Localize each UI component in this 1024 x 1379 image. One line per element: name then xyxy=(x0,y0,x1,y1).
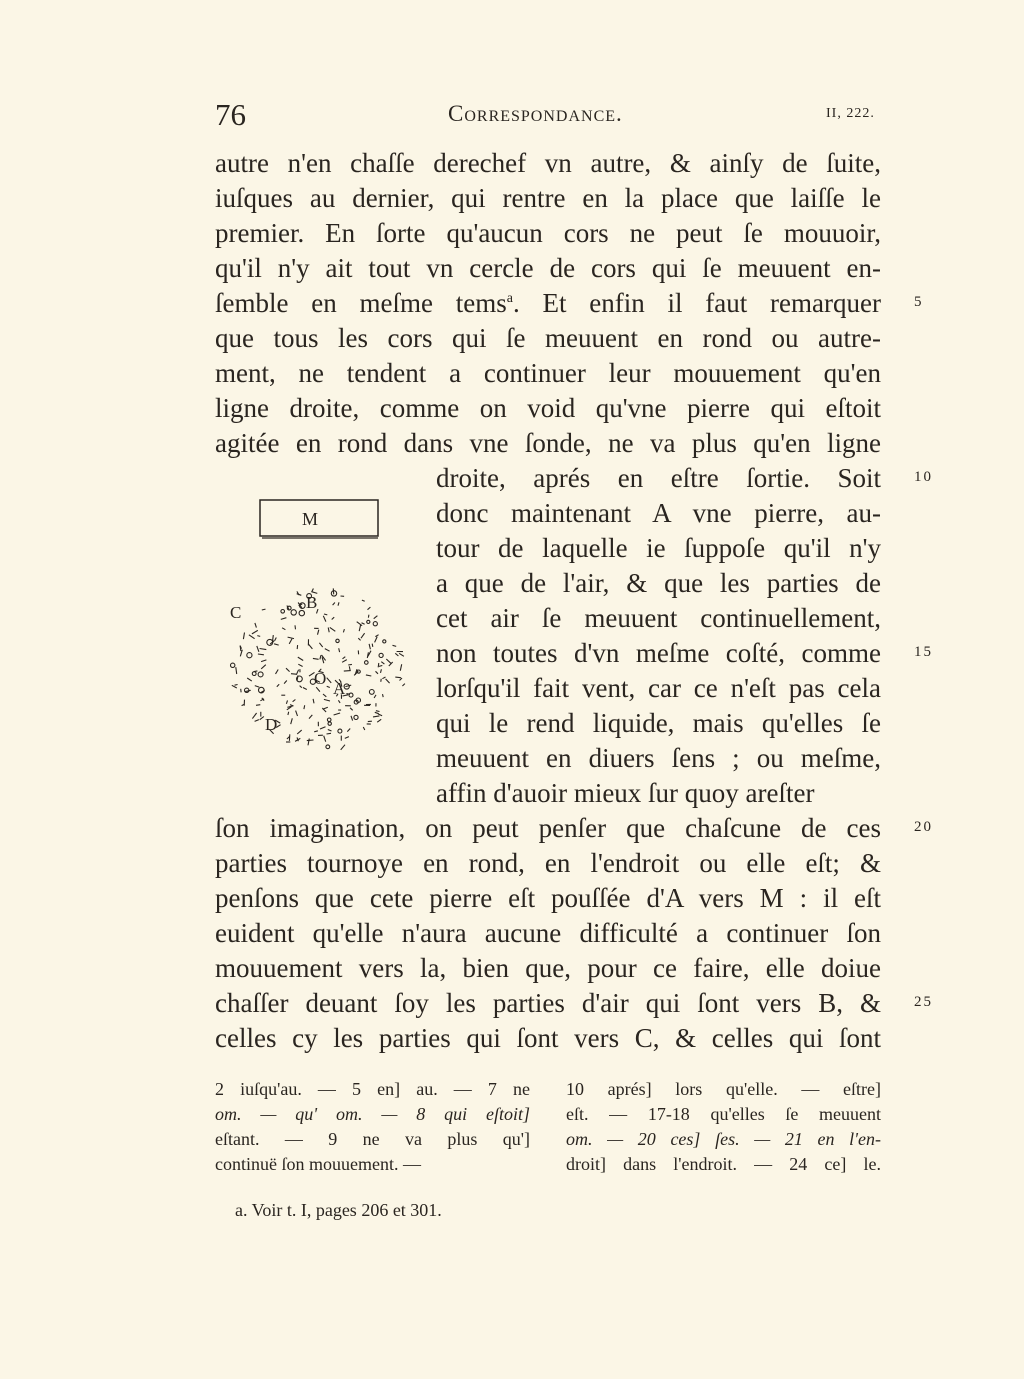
text-line: ſon imagination, on peut penſer que chaſcune de ces xyxy=(215,813,881,843)
text-line: celles cy les parties qui ſont vers C, & celles qui ſont xyxy=(215,1023,881,1053)
particle-stroke xyxy=(262,609,266,610)
particle-stroke xyxy=(275,638,277,641)
particle-stroke xyxy=(261,660,266,662)
particle-stroke xyxy=(400,664,401,671)
particle-stroke xyxy=(379,666,382,667)
variant-line: eſtant. — 9 ne va plus qu'] xyxy=(215,1129,530,1149)
particle-stroke xyxy=(334,713,341,715)
figure-label-c: C xyxy=(230,603,242,622)
figure-label-o: O xyxy=(314,669,327,688)
particle-stroke xyxy=(339,648,340,652)
particle-stroke xyxy=(296,670,298,675)
particle-stroke xyxy=(328,730,332,732)
particle-stroke xyxy=(308,739,309,746)
particle-stroke xyxy=(282,628,285,630)
page-number: 76 xyxy=(215,97,246,132)
particle-stroke xyxy=(402,684,405,686)
particle-stroke xyxy=(256,705,260,706)
particle-stroke xyxy=(255,720,259,722)
text-line: euident qu'elle n'aura aucune difficulté a continuer ſon xyxy=(215,918,881,948)
particle-stroke xyxy=(348,664,352,665)
particle-stroke xyxy=(323,616,326,622)
particle-stroke xyxy=(361,633,365,638)
particle-stroke xyxy=(369,644,370,649)
line-number: 20 xyxy=(914,819,933,835)
particle-stroke xyxy=(341,745,345,750)
text-segment: ſemble en meſme tems xyxy=(215,288,507,318)
particle-stroke xyxy=(378,663,379,667)
particle-stroke xyxy=(358,638,360,640)
particle-stroke xyxy=(343,629,344,632)
figure-label-b: B xyxy=(306,593,318,612)
particle-stroke xyxy=(336,639,339,642)
text-line: agitée en rond dans vne ſonde, ne va plus qu'en ligne xyxy=(215,428,881,458)
particle-stroke xyxy=(260,649,267,650)
particle-stroke xyxy=(327,718,331,722)
text-line: non toutes d'vn meſme coſté, comme xyxy=(436,638,881,668)
particle-stroke xyxy=(367,620,370,623)
particle-stroke xyxy=(324,699,330,701)
particle-stroke xyxy=(298,664,302,666)
particle-stroke xyxy=(290,705,294,706)
particle-stroke xyxy=(293,700,296,702)
particle-stroke xyxy=(350,708,353,711)
particle-stroke xyxy=(363,727,365,730)
particle-stroke xyxy=(374,616,378,619)
particle-stroke xyxy=(399,653,404,656)
particle-stroke xyxy=(327,733,332,734)
particle-stroke xyxy=(281,618,287,620)
particle-stroke xyxy=(243,633,244,640)
particle-stroke xyxy=(323,694,326,697)
particle-stroke xyxy=(296,711,298,716)
particle-stroke xyxy=(338,602,339,605)
line-number: 15 xyxy=(914,644,933,660)
particle-stroke xyxy=(366,675,371,676)
particle-stroke xyxy=(326,745,330,749)
particle-stroke xyxy=(313,699,314,703)
particle-stroke xyxy=(345,685,351,687)
particle-stroke xyxy=(386,679,390,683)
running-title: Correspondance. xyxy=(448,101,623,126)
particle-stroke xyxy=(289,639,292,644)
particle-stroke xyxy=(354,715,358,719)
particle-stroke xyxy=(291,674,296,675)
text-line: autre n'en chaſſe derechef vn autre, & ainſy de ſuite, xyxy=(215,148,881,178)
particle-stroke xyxy=(393,645,397,646)
particle-stroke xyxy=(375,712,379,713)
particle-stroke xyxy=(291,718,293,724)
particle-stroke xyxy=(314,731,318,732)
variant-text: om. — 20 ces] ſes. — 21 en l'en- xyxy=(566,1129,881,1149)
text-line: ligne droite, comme on void qu'vne pierre qui eſtoit xyxy=(215,393,881,423)
particle-stroke xyxy=(284,681,287,684)
particle-stroke xyxy=(357,670,360,673)
text-line: qu'il n'y ait tout vn cercle de cors qui ſe meuuent en- xyxy=(215,253,881,283)
particle-stroke xyxy=(307,740,314,741)
particle-stroke xyxy=(383,640,386,643)
particle-stroke xyxy=(288,712,289,715)
variant-line: droit] dans l'endroit. — 24 ce] le. xyxy=(566,1154,881,1174)
particle-stroke xyxy=(365,661,369,665)
particle-stroke xyxy=(273,635,274,642)
particle-stroke xyxy=(286,700,287,703)
particle-stroke xyxy=(254,671,257,672)
particle-stroke xyxy=(291,610,296,615)
particle-stroke xyxy=(304,705,305,709)
particle-stroke xyxy=(332,617,335,619)
text-line: chaſſer deuant ſoy les parties d'air qui ſont vers B, & xyxy=(215,988,881,1018)
particle-stroke xyxy=(368,607,371,610)
text-line: lorſqu'il fait vent, car ce n'eſt pas cela xyxy=(436,673,881,703)
particle-stroke xyxy=(252,713,256,719)
particle-stroke xyxy=(247,653,252,658)
text-line: penſons que cete pierre eſt pouſſée d'A vers M : il eſt xyxy=(215,883,881,913)
particle-stroke xyxy=(369,690,374,695)
particle-stroke xyxy=(231,663,235,667)
footnote: a. Voir t. I, pages 206 et 301. xyxy=(235,1200,442,1220)
particle-stroke xyxy=(295,625,296,629)
line-number: 5 xyxy=(914,294,924,310)
particle-stroke xyxy=(328,628,329,633)
particle-stroke xyxy=(374,695,376,698)
text-line: tour de laquelle ie ſuppoſe qu'il n'y xyxy=(436,533,881,563)
particle-stroke xyxy=(377,719,381,722)
particle-stroke xyxy=(309,715,312,719)
particle-stroke xyxy=(327,678,332,683)
text-line: premier. En ſorte qu'aucun cors ne peut ſe mouuoir, xyxy=(215,218,881,248)
text-line: cet air ſe meuuent continuellement, xyxy=(436,603,881,633)
particle-stroke xyxy=(333,603,335,606)
particle-stroke xyxy=(320,727,326,729)
particle-stroke xyxy=(323,707,328,709)
particle-stroke xyxy=(274,644,279,645)
figure-label-a: A xyxy=(333,679,346,698)
text-line: donc maintenant A vne pierre, au- xyxy=(436,498,881,528)
particle-stroke xyxy=(351,716,353,721)
particle-stroke xyxy=(297,594,302,596)
particle-stroke xyxy=(299,610,304,615)
particle-stroke xyxy=(232,685,237,688)
particle-stroke xyxy=(381,669,382,673)
particle-stroke xyxy=(252,672,256,676)
text-line: mouuement vers la, bien que, pour ce faire, elle doiue xyxy=(215,953,881,983)
text-line: ment, ne tendent a continuer leur mouuement qu'en xyxy=(215,358,881,388)
line-number: 25 xyxy=(914,994,933,1010)
particle-stroke xyxy=(338,700,340,703)
particle-stroke xyxy=(349,693,353,697)
particle-stroke xyxy=(255,623,257,628)
particle-stroke xyxy=(257,636,260,637)
text-line: droite, aprés en eſtre ſortie. Soit xyxy=(436,463,881,493)
particle-stroke xyxy=(288,637,294,639)
particle-stroke xyxy=(319,643,322,647)
particle-stroke xyxy=(298,657,303,660)
particle-stroke xyxy=(376,671,379,674)
particle-stroke xyxy=(345,737,349,739)
air-particles-figure xyxy=(220,490,420,780)
target-box xyxy=(260,500,378,536)
particle-stroke xyxy=(236,667,237,674)
particle-stroke xyxy=(281,610,285,614)
text-line: meuuent en diuers ſens ; ou meſme, xyxy=(436,743,881,773)
particle-stroke xyxy=(249,635,255,639)
particle-stroke xyxy=(235,685,238,686)
variant-line: continuë ſon mouuement. — xyxy=(215,1154,421,1174)
particle-stroke xyxy=(297,730,302,734)
text-line: affin d'auoir mieux ſur quoy areſter xyxy=(436,778,815,808)
particle-stroke xyxy=(379,653,383,657)
figure-label-d: D xyxy=(265,715,278,734)
particle-stroke xyxy=(276,670,279,674)
particle-stroke xyxy=(327,686,330,687)
particle-stroke xyxy=(328,722,331,725)
text-line: que tous les cors qui ſe meuuent en rond ou autre- xyxy=(215,323,881,353)
particle-stroke xyxy=(320,655,321,659)
particle-stroke xyxy=(376,711,380,712)
text-line: a que de l'air, & que les parties de xyxy=(436,568,881,598)
particle-stroke xyxy=(286,668,290,671)
particle-stroke xyxy=(257,646,259,652)
text-line: parties tournoye en rond, en l'endroit ou elle eſt; & xyxy=(215,848,881,878)
particle-stroke xyxy=(362,600,365,601)
footnote-marker: a xyxy=(506,291,513,306)
particle-stroke xyxy=(338,729,342,733)
running-reference: II, 222. xyxy=(826,106,875,121)
particle-stroke xyxy=(368,615,369,618)
particle-stroke xyxy=(373,716,379,717)
text-line: iuſques au dernier, qui rentre en la place que laiſſe le xyxy=(215,183,881,213)
particle-stroke xyxy=(382,677,385,679)
line-number: 10 xyxy=(914,469,933,485)
particle-stroke xyxy=(277,684,279,687)
particle-stroke xyxy=(344,671,351,672)
particle-stroke xyxy=(395,677,401,678)
particle-stroke xyxy=(357,622,362,626)
particle-stroke xyxy=(343,657,346,659)
particle-stroke xyxy=(318,630,319,635)
particle-stroke xyxy=(375,637,378,643)
particle-stroke xyxy=(324,736,326,742)
particle-stroke xyxy=(362,623,365,625)
variant-line: 2 iuſqu'au. — 5 en] au. — 7 ne xyxy=(215,1079,530,1099)
variant-line xyxy=(215,1102,530,1127)
particle-stroke xyxy=(381,662,384,664)
particle-stroke xyxy=(303,688,307,690)
variant-line: 10 aprés] lors qu'elle. — eſtre] xyxy=(566,1079,881,1099)
particle-stroke xyxy=(359,625,361,632)
particle-stroke xyxy=(386,659,391,664)
particle-stroke xyxy=(347,729,350,732)
particle-stroke xyxy=(395,653,398,656)
particle-stroke xyxy=(373,622,377,626)
particle-stroke xyxy=(383,694,384,697)
particle-stroke xyxy=(330,627,336,631)
variant-line: eſt. — 17-18 qu'elles ſe meuuent xyxy=(566,1104,881,1124)
particle-stroke xyxy=(375,635,378,637)
particle-stroke xyxy=(367,652,368,658)
particle-stroke xyxy=(247,678,252,681)
particle-stroke xyxy=(313,658,319,659)
particle-stroke xyxy=(245,690,251,691)
particle-stroke xyxy=(261,665,266,669)
particle-stroke xyxy=(258,654,264,655)
particle-stroke xyxy=(342,660,347,663)
particle-stroke xyxy=(255,686,259,688)
particle-stroke xyxy=(349,666,350,670)
particle-stroke xyxy=(324,614,327,615)
particle-stroke xyxy=(260,717,264,720)
particle-stroke xyxy=(258,672,263,677)
particle-stroke xyxy=(252,630,258,634)
text-line: qui le rend liquide, mais qu'elles ſe xyxy=(436,708,881,738)
text-segment: . Et enfin il faut remarquer xyxy=(512,288,881,318)
particle-stroke xyxy=(372,644,373,647)
variant-text: om. — qu' om. — 8 qui eſtoit] xyxy=(215,1104,530,1124)
text-line xyxy=(215,286,881,320)
particle-stroke xyxy=(325,649,330,652)
particle-stroke xyxy=(300,686,302,688)
particle-stroke xyxy=(400,678,403,681)
figure-label-m: M xyxy=(301,509,319,529)
variant-line xyxy=(566,1127,881,1152)
